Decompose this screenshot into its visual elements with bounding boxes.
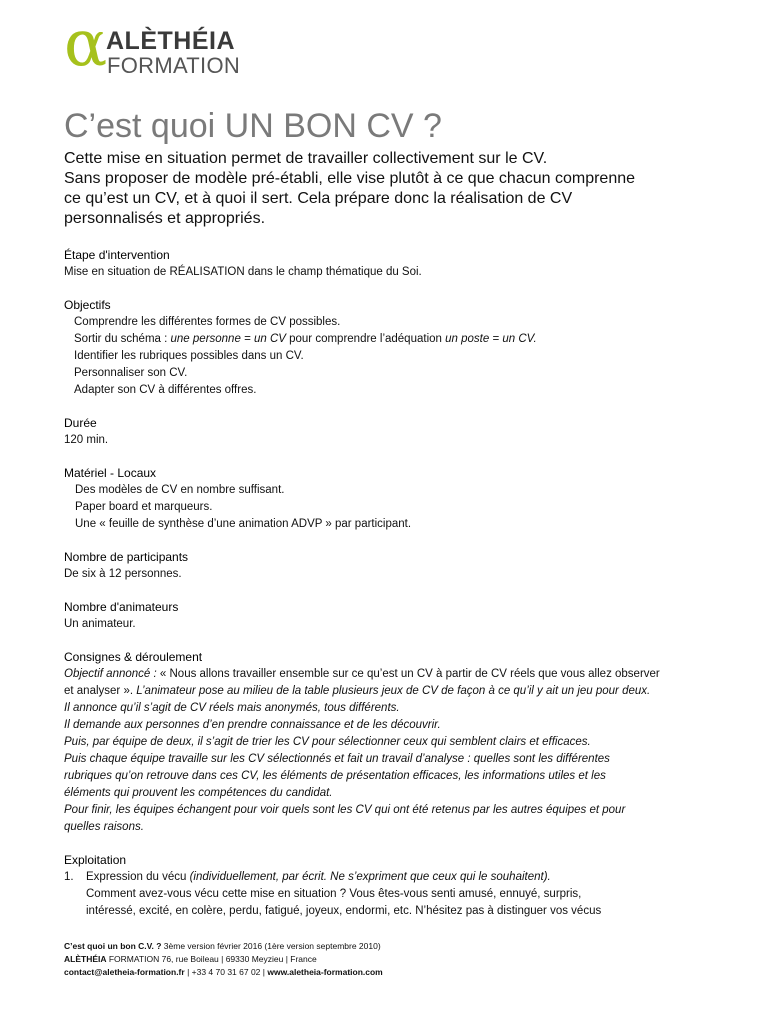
materiel-item: Des modèles de CV en nombre suffisant. (75, 484, 285, 496)
item-number: 1. (64, 871, 74, 883)
section-objectifs (64, 297, 704, 399)
footer-address: FORMATION 76, rue Boileau | 69330 Meyzieu | France (106, 954, 317, 964)
item-body (86, 869, 704, 920)
consigne-line: Pour finir, les équipes échangent pour voir quels sont les CV qui ont été retenus par les autres équipes et pour (64, 804, 626, 816)
footer-phone: | +33 4 70 31 67 02 | (184, 967, 268, 977)
consigne-line (64, 666, 704, 683)
section-heading: Objectifs (64, 298, 111, 312)
section-heading: Matériel - Locaux (64, 466, 157, 480)
logo-name: ALÈTHÉIA (106, 27, 235, 55)
objective-italic: une personne = un CV (170, 333, 286, 345)
section-text: Un animateur. (64, 618, 136, 630)
consigne-line: Puis, par équipe de deux, il s’agit de trier les CV pour sélectionner ceux qui semblent clairs et efficaces. (64, 736, 591, 748)
intro-line: ce qu’est un CV, et à quoi il sert. Cela prépare donc la réalisation de CV (64, 190, 573, 207)
section-duree (64, 415, 704, 449)
aletheia-logo (64, 7, 274, 81)
footer-line (64, 940, 664, 953)
document-body (64, 247, 704, 920)
page-footer (64, 940, 664, 979)
section-heading: Durée (64, 416, 97, 430)
item-line: intéressé, excité, en colère, perdu, fatigué, joyeux, endormi, etc. N’hésitez pas à distinguer vos vécus (86, 905, 602, 917)
footer-org: ALÈTHÉIA (64, 954, 107, 964)
item-heading (86, 869, 704, 886)
consigne-italic: Objectif annoncé : (64, 668, 157, 680)
objective-italic: un poste = un CV. (445, 333, 537, 345)
section-text: Mise en situation de RÉALISATION dans le champ thématique du Soi. (64, 266, 422, 278)
consigne-line: Il annonce qu’il s’agit de CV réels mais anonymés, tous différents. (64, 702, 400, 714)
section-participants (64, 549, 704, 583)
objective-item: Identifier les rubriques possibles dans un CV. (74, 350, 304, 362)
footer-email-link[interactable]: contact@aletheia-formation.fr (64, 967, 185, 977)
consigne-line: Il demande aux personnes d’en prendre connaissance et de les découvrir. (64, 719, 441, 731)
objective-item: Adapter son CV à différentes offres. (74, 384, 257, 396)
objective-text: pour comprendre l’adéquation (285, 333, 446, 345)
section-heading: Étape d'intervention (64, 248, 170, 262)
consigne-line: Puis chaque équipe travaille sur les CV sélectionnés et fait un travail d’analyse : quelles sont les différentes (64, 753, 610, 765)
logo-subtitle: FORMATION (107, 53, 241, 78)
section-materiel (64, 465, 704, 533)
consigne-italic: L’animateur pose au milieu de la table plusieurs jeux de CV de façon à ce qu’il y ait un jeu pour deux. (136, 685, 651, 697)
objective-text: Sortir du schéma : (74, 333, 171, 345)
materiel-item: Une « feuille de synthèse d’une animation ADVP » par participant. (75, 518, 412, 530)
consigne-text: et analyser ». (64, 685, 137, 697)
intro-line: personnalisés et appropriés. (64, 210, 266, 227)
intro-paragraph (64, 149, 714, 229)
item-heading-text: Expression du vécu (86, 871, 187, 883)
materiel-item: Paper board et marqueurs. (75, 501, 213, 513)
alpha-logo-icon: α (64, 7, 108, 81)
section-text: 120 min. (64, 434, 109, 446)
footer-website-link[interactable]: www.aletheia-formation.com (267, 967, 383, 977)
page-title: C’est quoi UN BON CV ? (64, 107, 442, 145)
footer-version: 3ème version février 2016 (1ère version septembre 2010) (161, 941, 381, 951)
consigne-line (64, 683, 704, 700)
consigne-line: quelles raisons. (64, 821, 144, 833)
section-text: De six à 12 personnes. (64, 568, 182, 580)
section-exploitation (64, 852, 704, 920)
footer-line (64, 953, 664, 966)
section-heading: Exploitation (64, 853, 127, 867)
consigne-line: rubriques qu’on retrouve dans ces CV, les éléments de présentation efficaces, les informations utiles et les (64, 770, 606, 782)
intro-line: Cette mise en situation permet de travailler collectivement sur le CV. (64, 150, 548, 167)
consigne-line: éléments qui prouvent les compétences du candidat. (64, 787, 333, 799)
objective-item: Comprendre les différentes formes de CV possibles. (74, 316, 341, 328)
item-line: Comment avez-vous vécu cette mise en situation ? Vous êtes-vous senti amusé, ennuyé, surpris, (86, 888, 582, 900)
item-heading-italic: (individuellement, par écrit. Ne s’expriment que ceux qui le souhaitent). (186, 871, 551, 883)
footer-line (64, 966, 664, 979)
section-heading: Nombre d'animateurs (64, 600, 179, 614)
objective-item (64, 331, 704, 348)
section-heading: Nombre de participants (64, 550, 189, 564)
exploitation-item (64, 869, 704, 920)
intro-line: Sans proposer de modèle pré-établi, elle vise plutôt à ce que chacun comprenne (64, 170, 636, 187)
section-animateurs (64, 599, 704, 633)
objective-item: Personnaliser son CV. (74, 367, 188, 379)
section-consignes (64, 649, 704, 836)
section-heading: Consignes & déroulement (64, 650, 203, 664)
footer-doc-title: C’est quoi un bon C.V. ? (64, 941, 162, 951)
consigne-text: « Nous allons travailler ensemble sur ce qu’est un CV à partir de CV réels que vous allez observer (156, 668, 660, 680)
section-etape (64, 247, 704, 281)
